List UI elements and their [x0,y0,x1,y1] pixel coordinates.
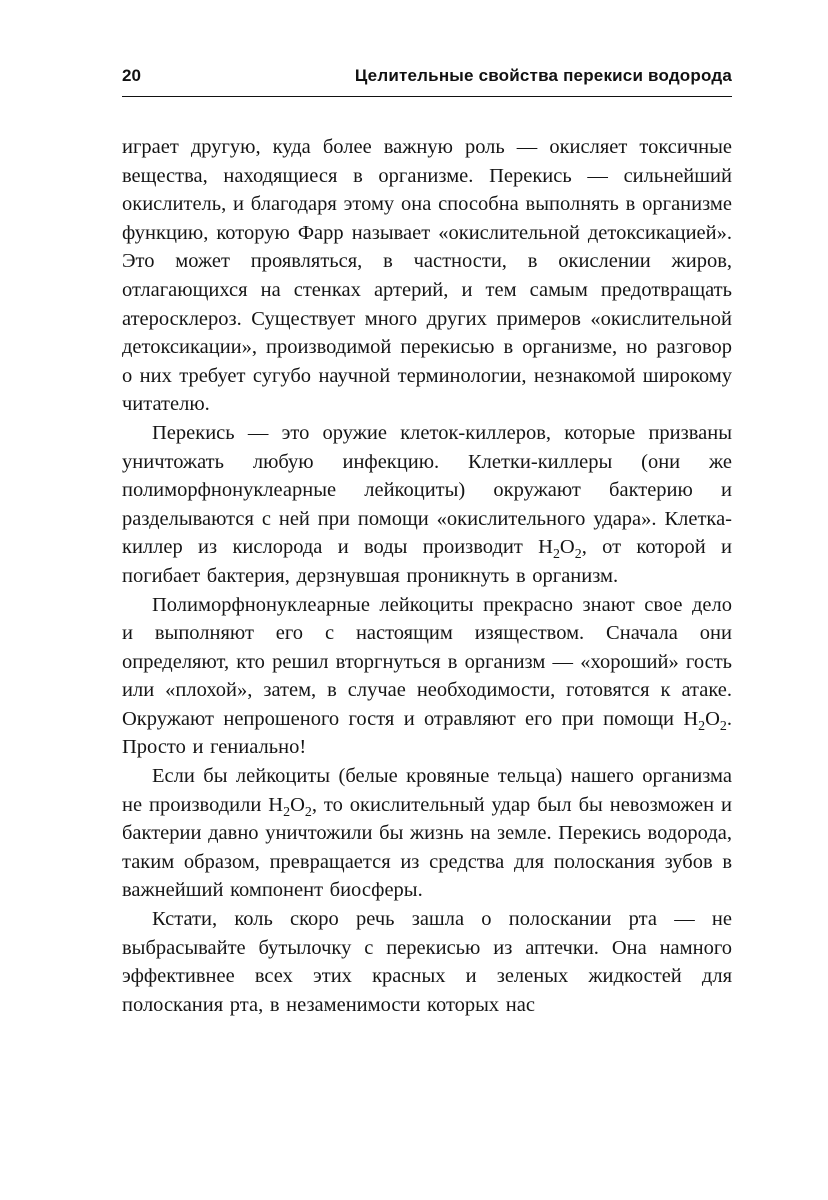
paragraph: Полиморфнонуклеарные лейкоциты прекрасно знают свое дело и выполняют его с настоящим изяществом. Сначала они определяют, кто решил вторгнуться в организм — «хороший» гость или «плохой», затем, в случае необходимости, готовятся к атаке. Окружают непрошеного гостя и отравляют его при помощи $H_2O_2$. Просто и гениально! [122,593,732,759]
running-header-title: Целительные свойства перекиси водорода [354,66,732,85]
subscript: 2 [719,718,727,734]
subscript: 2 [304,804,312,820]
subscript: 2 [552,547,560,563]
paragraph: Если бы лейкоциты (белые кровяные тельца) нашего организма не производили $H_2O_2$, то окислительный удар был бы невозможен и бактерии давно уничтожили бы жизнь на земле. Перекись водорода, таким образом, превращается из средства для полоскания зубов в важнейший компонент биосферы. [122,765,732,902]
subscript: 2 [698,718,706,734]
paragraph: играет другую, куда более важную роль — окисляет токсичные вещества, находящиеся в организме. Перекись — сильнейший окислитель, и благодаря этому она способна выполнять в организме функцию, которую Фарр называет «окислительной детоксикацией». Это может проявляться, в частности, в окислении жиров, отлагающихся на стенках артерий, и тем самым предотвращать атеросклероз. Существует много других примеров «окислительной детоксикации», производимой перекисью в организме, но разговор о них требует сугубо научной терминологии, незнакомой широкому читателю. [122,136,732,416]
header-rule [122,96,732,97]
page-number: 20 [122,66,141,85]
paragraph: Перекись — это оружие клеток-киллеров, которые призваны уничтожать любую инфекцию. Клетки-киллеры (они же полиморфнонуклеарные лейкоциты) окружают бактерию и разделываются с ней при помощи «окислительного удара». Клетка-киллер из кислорода и воды производит $H_2O_2$, от которой и погибает бактерия, дерзнувшая проникнуть в организм. [122,421,733,587]
running-header [122,66,732,96]
paragraph: Кстати, коль скоро речь зашла о полоскании рта — не выбрасывайте бутылочку с перекисью из аптечки. Она намного эффективнее всех этих красных и зеленых жидкостей для полоскания рта, в незаменимости которых нас [122,908,732,1016]
body-text [122,133,732,1019]
subscript: 2 [574,547,582,563]
subscript: 2 [283,804,291,820]
